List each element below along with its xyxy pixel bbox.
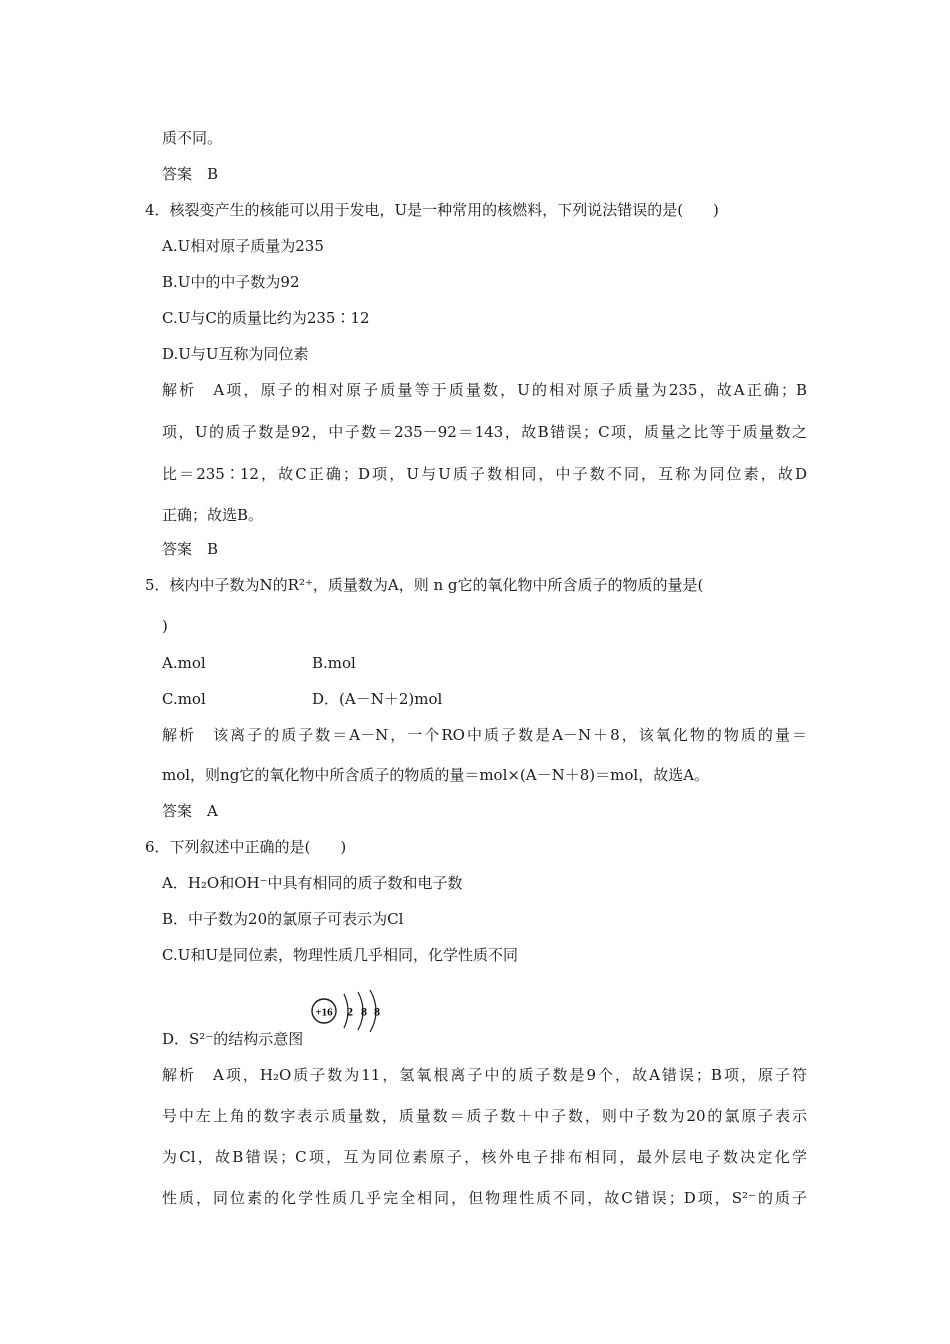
q6-analysis-line-1: 解析 A项，H₂O质子数为11，氢氧根离子中的质子数是9个，故A错误；B项，原子符 bbox=[162, 1066, 807, 1084]
shell-electrons-3: 8 bbox=[374, 1004, 380, 1019]
q6-stem: 6．下列叙述中正确的是( ) bbox=[145, 838, 347, 856]
q5-analysis-line-2: mol，则ng它的氧化物中所含质子的物质的量＝mol×(A－N＋8)＝mol，故选A。 bbox=[162, 766, 710, 784]
q6-analysis-line-3: 为Cl，故B错误；C项，互为同位素原子，核外电子排布相同，最外层电子数决定化学 bbox=[162, 1148, 807, 1166]
q6-option-c: C.U和U是同位素，物理性质几乎相同，化学性质不同 bbox=[162, 946, 518, 964]
q6-option-d: D．S²⁻的结构示意图 bbox=[162, 1030, 304, 1048]
q4-option-c: C.U与C的质量比约为235∶12 bbox=[162, 309, 370, 327]
q4-answer: 答案 B bbox=[162, 540, 219, 558]
prev-question-tail: 质不同。 bbox=[162, 129, 223, 147]
q5-option-d: D．(A－N＋2)mol bbox=[312, 690, 443, 708]
q4-analysis-line-4: 正确；故选B。 bbox=[162, 506, 264, 524]
prev-answer: 答案 B bbox=[162, 165, 219, 183]
shell-electrons-1: 2 bbox=[347, 1004, 353, 1019]
q4-analysis-line-1: 解析 A项，原子的相对原子质量等于质量数，U的相对原子质量为235，故A正确；B bbox=[162, 381, 807, 399]
q4-option-a: A.U相对原子质量为235 bbox=[162, 237, 324, 255]
nucleus-charge: +16 bbox=[315, 1006, 333, 1019]
q4-analysis-line-3: 比＝235∶12，故C正确；D项，U与U质子数相同，中子数不同，互称为同位素，故D bbox=[162, 465, 807, 483]
q5-stem: 5．核内中子数为N的R²⁺，质量数为A，则 n g它的氧化物中所含质子的物质的量是( bbox=[145, 576, 704, 594]
q6-option-b: B．中子数为20的氯原子可表示为Cl bbox=[162, 910, 404, 928]
q5-answer: 答案 A bbox=[162, 802, 218, 820]
q5-option-a: A.mol bbox=[162, 654, 206, 672]
q6-option-a: A．H₂O和OH⁻中具有相同的质子数和电子数 bbox=[162, 874, 463, 892]
q5-option-b: B.mol bbox=[312, 654, 356, 672]
q6-analysis-line-4: 性质，同位素的化学性质几乎完全相同，但物理性质不同，故C错误；D项，S²⁻的质子 bbox=[162, 1189, 807, 1207]
q6-analysis-line-2: 号中左上角的数字表示质量数，质量数＝质子数＋中子数，则中子数为20的氯原子表示 bbox=[162, 1107, 807, 1125]
sulfide-ion-structure-diagram bbox=[308, 990, 393, 1032]
shell-electrons-2: 8 bbox=[361, 1004, 367, 1019]
q4-analysis-line-2: 项，U的质子数是92，中子数＝235－92＝143，故B错误；C项，质量之比等于质量数之 bbox=[162, 423, 807, 441]
q4-option-b: B.U中的中子数为92 bbox=[162, 273, 300, 291]
q5-analysis-line-1: 解析 该离子的质子数＝A－N，一个RO中质子数是A－N＋8，该氧化物的物质的量＝ bbox=[162, 726, 807, 744]
q4-option-d: D.U与U互称为同位素 bbox=[162, 345, 309, 363]
q4-stem: 4．核裂变产生的核能可以用于发电，U是一种常用的核燃料，下列说法错误的是( ) bbox=[145, 201, 719, 219]
q5-option-c: C.mol bbox=[162, 690, 206, 708]
q5-stem-close: ) bbox=[162, 617, 168, 635]
